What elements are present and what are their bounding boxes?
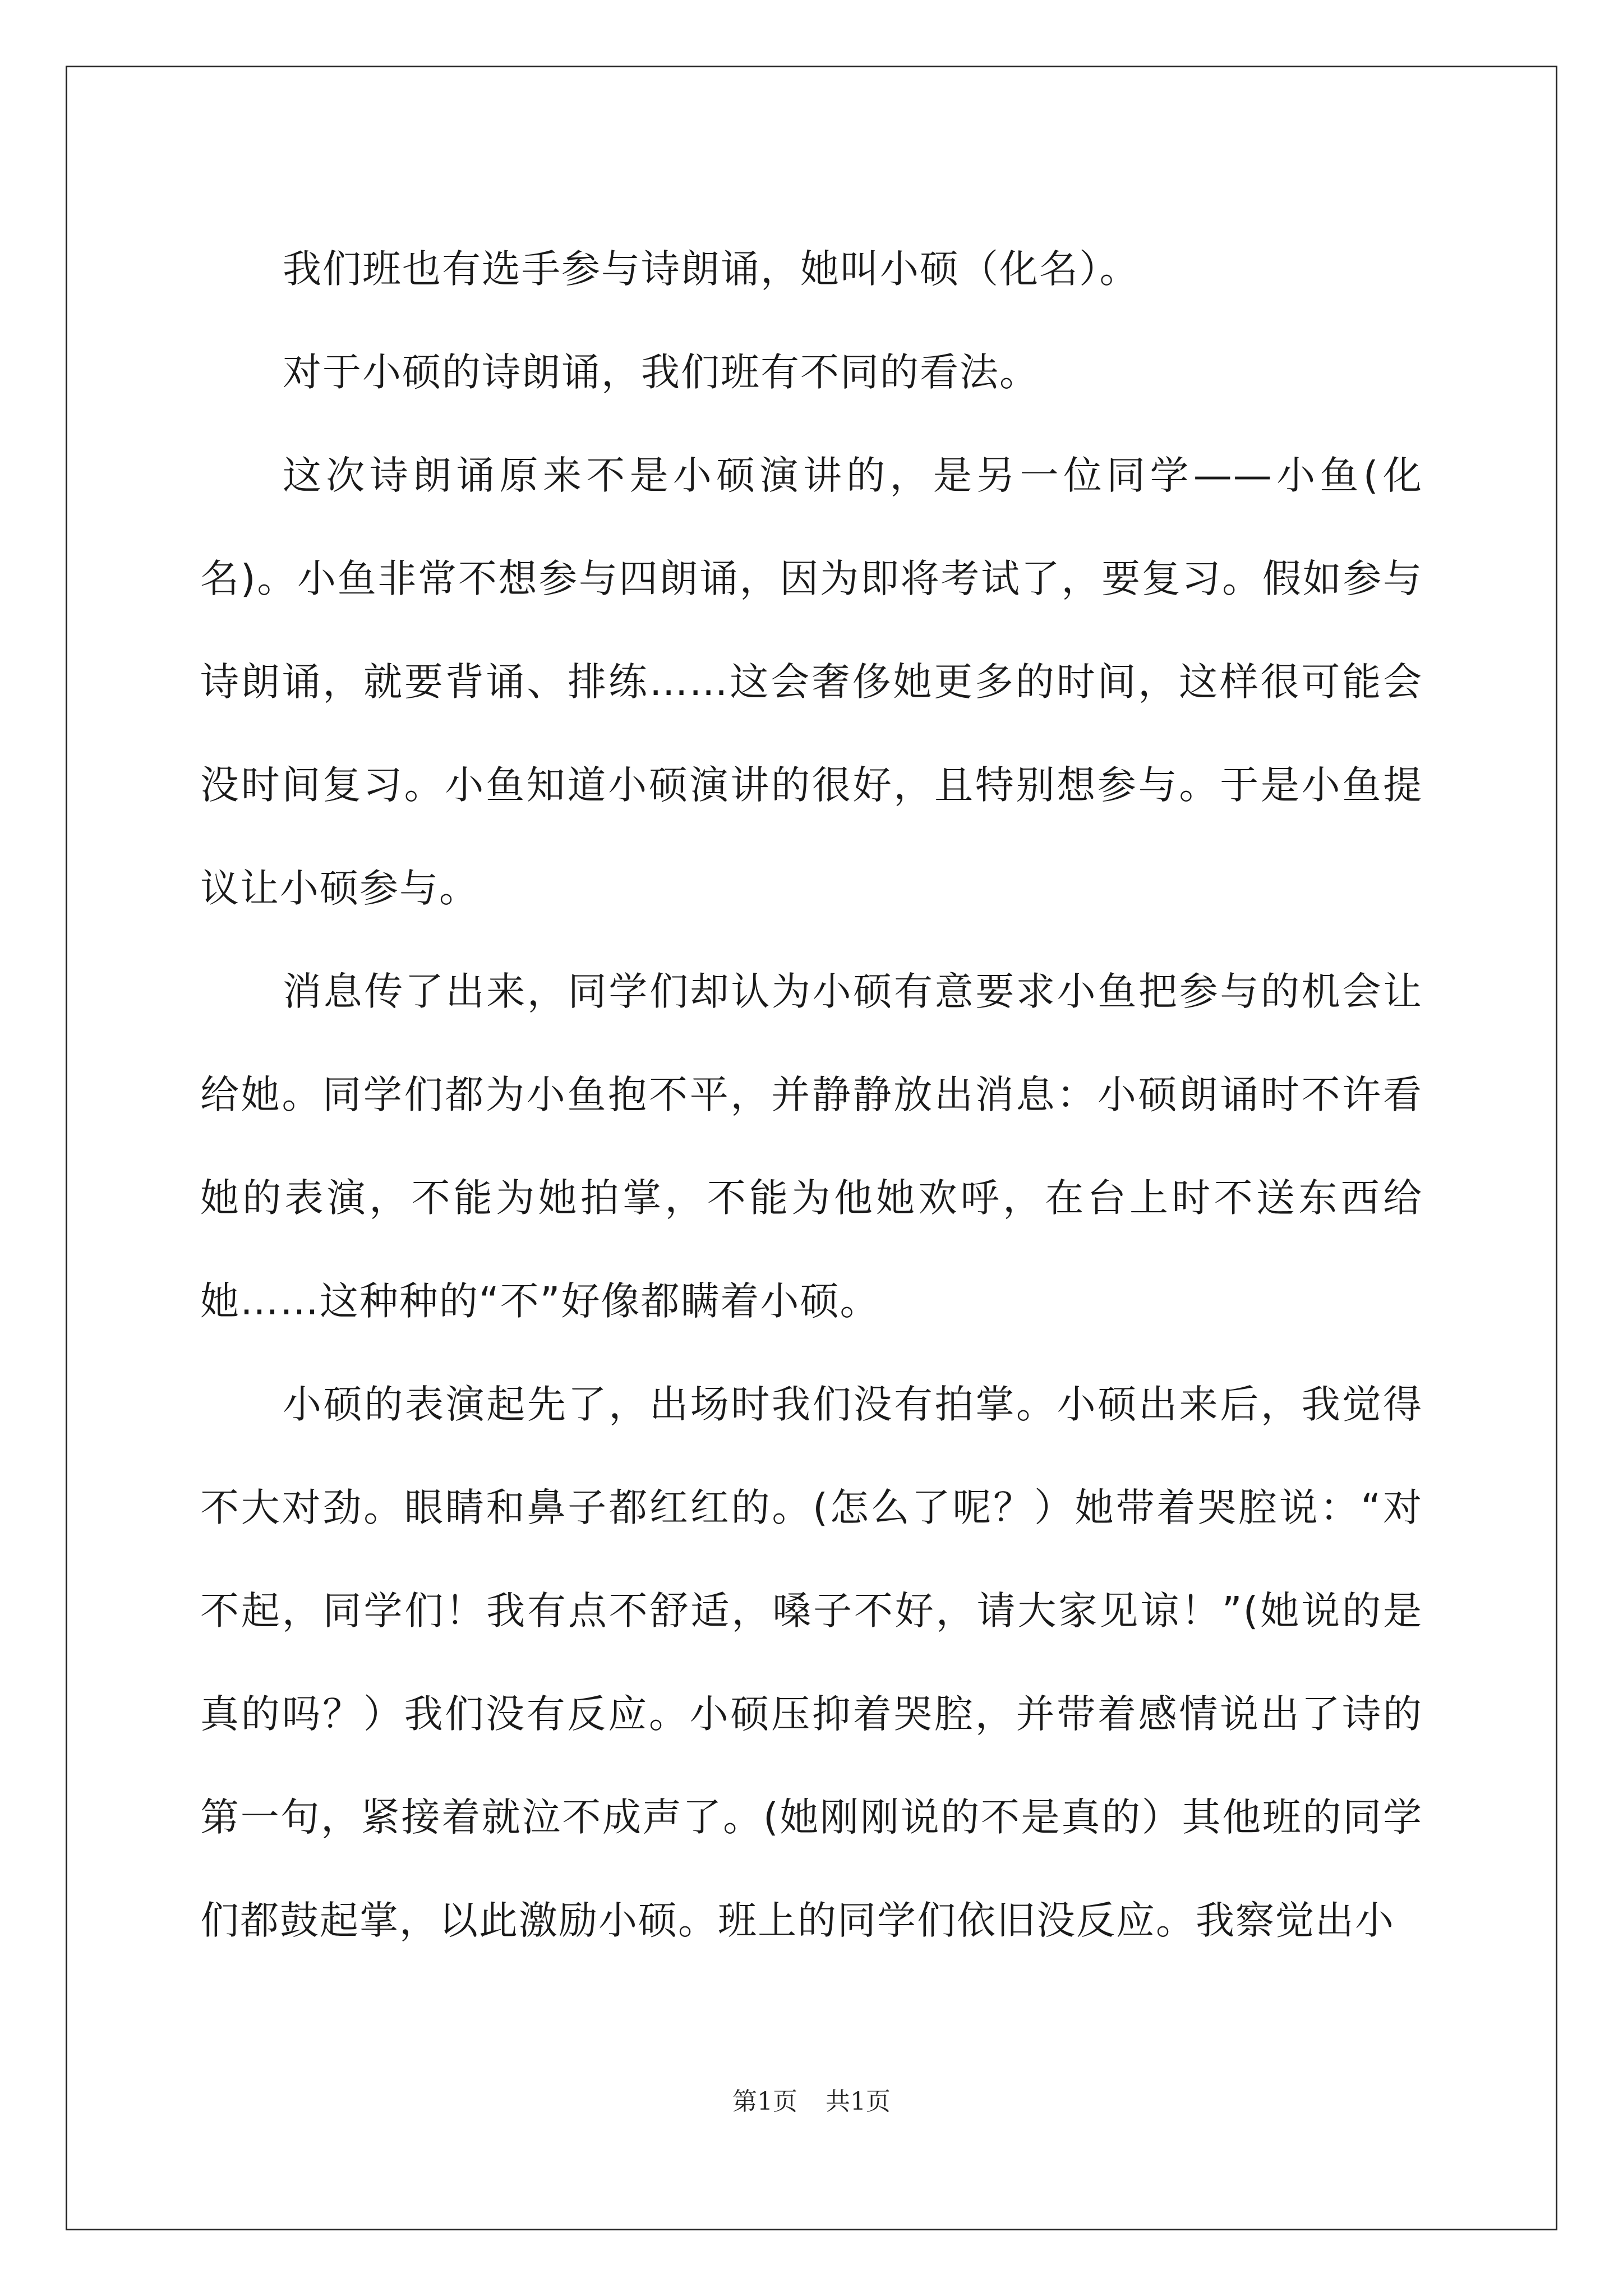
paragraph-3: 这次诗朗诵原来不是小硕演讲的，是另一位同学——小鱼(化名)。小鱼非常不想参与四朗诵，因为即将考试了，要复习。假如参与诗朗诵，就要背诵、排练……这会奢侈她更多的时间，这样很可能会没时间复习。小鱼知道小硕演讲的很好，且特别想参与。于是小鱼提议让小硕参与。 — [200, 453, 1423, 911]
paragraph-2: 对于小硕的诗朗诵，我们班有不同的看法。 — [283, 350, 1039, 395]
paragraph-4: 消息传了出来，同学们却认为小硕有意要求小鱼把参与的机会让给她。同学们都为小鱼抱不平，并静静放出消息：小硕朗诵时不许看她的表演，不能为她拍掌，不能为他她欢呼，在台上时不送东西给她……这种种的“不”好像都瞒着小硕。 — [200, 969, 1423, 1324]
paragraph-1: 我们班也有选手参与诗朗诵，她叫小硕（化名）。 — [283, 247, 1140, 292]
document-body — [200, 218, 1423, 1972]
page-total: 共1页 — [826, 2087, 891, 2116]
page-footer — [0, 2081, 1623, 2117]
page-number: 第1页 — [732, 2087, 797, 2116]
paragraph-5: 小硕的表演起先了，出场时我们没有拍掌。小硕出来后，我觉得不大对劲。眼睛和鼻子都红红的。(怎么了呢？）她带着哭腔说：“对不起，同学们！我有点不舒适，嗓子不好，请大家见谅！”(她说的是真的吗？）我们没有反应。小硕压抑着哭腔，并带着感情说出了诗的第一句，紧接着就泣不成声了。(她刚刚说的不是真的）其他班的同学们都鼓起掌，以此激励小硕。班上的同学们依旧没反应。我察觉出小 — [200, 1382, 1423, 1943]
